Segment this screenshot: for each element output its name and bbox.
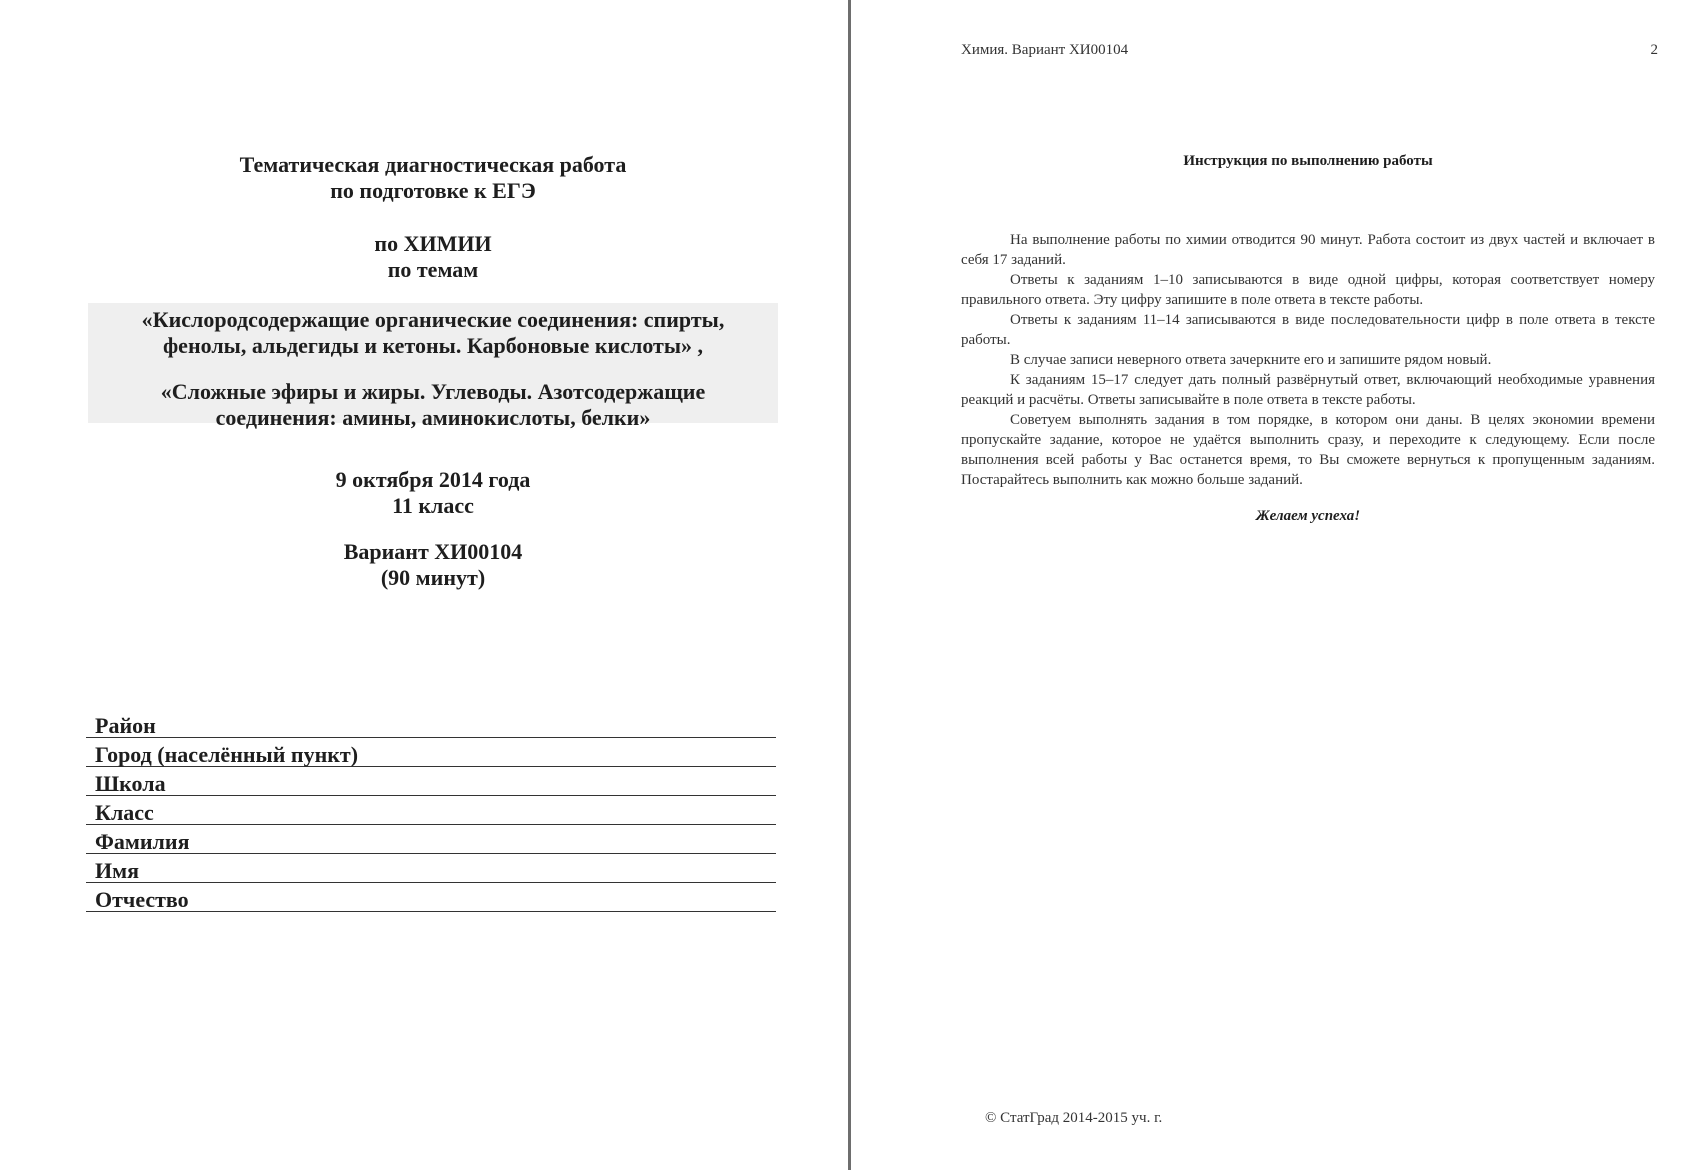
exam-date: 9 октября 2014 года [335,467,531,492]
student-info-form [86,710,776,912]
instruction-paragraph: Ответы к заданиям 1–10 записываются в виде одной цифры, которая соответствует номеру правильного ответа. Эту цифру запишите в поле ответа в тексте работы. [961,272,1655,308]
topic-2-line1: «Сложные эфиры и жиры. Углеводы. Азотсодержащие [160,379,706,404]
duration: (90 минут) [380,565,486,590]
topic-1 [88,303,778,359]
good-luck-wish: Желаем успеха! [1255,508,1361,524]
work-title-line1: Тематическая диагностическая работа [239,152,627,177]
form-field-surname[interactable]: Фамилия [86,826,776,854]
subject-block [88,231,778,283]
instruction-paragraph: В случае записи неверного ответа зачеркните его и запишите рядом новый. [1010,352,1492,368]
page-number: 2 [1650,42,1658,58]
instruction-paragraph: К заданиям 15–17 следует дать полный развёрнутый ответ, включающий необходимые уравнения реакций и расчёты. Ответы записывайте в поле ответа в тексте работы. [961,372,1655,408]
form-field-name[interactable]: Имя [86,855,776,883]
date-block [88,467,778,519]
work-title-line2: по подготовке к ЕГЭ [330,178,536,203]
instructions-body [961,230,1655,490]
form-field-school[interactable]: Школа [86,768,776,796]
subject-line2: по темам [387,257,479,282]
topic-1-line2: фенолы, альдегиды и кетоны. Карбоновые кислоты» , [162,333,704,358]
grade: 11 класс [392,493,474,518]
subject-line1: по ХИМИИ [374,231,492,256]
form-field-city[interactable]: Город (населённый пункт) [86,739,776,767]
title-page [0,0,848,1170]
form-field-class[interactable]: Класс [86,797,776,825]
instruction-paragraph: Советуем выполнять задания в том порядке, в котором они даны. В целях экономии времени пропускайте задание, которое не удаётся выполнить сразу, и переходите к следующему. Если после выполнения всей работы у Вас останется время, то Вы сможете вернуться к пропущенным заданиям. Постарайтесь выполнить как можно больше заданий. [961,412,1655,488]
variant-block [88,539,778,591]
instructions-heading: Инструкция по выполнению работы [1183,153,1433,169]
topic-2 [88,359,778,431]
running-header: Химия. Вариант ХИ00104 [961,42,1129,58]
copyright: © СтатГрад 2014-2015 уч. г. [985,1110,1163,1126]
topic-2-line2: соединения: амины, аминокислоты, белки» [215,405,651,430]
instruction-paragraph: Ответы к заданиям 11–14 записываются в виде последовательности цифр в поле ответа в тексте работы. [961,312,1655,348]
form-field-district[interactable]: Район [86,710,776,738]
form-field-patronymic[interactable]: Отчество [86,884,776,912]
instruction-paragraph: На выполнение работы по химии отводится 90 минут. Работа состоит из двух частей и включает в себя 17 заданий. [961,232,1655,268]
instructions-page [851,0,1700,1170]
topic-1-line1: «Кислородсодержащие органические соединения: спирты, [141,307,725,332]
work-title [88,152,778,204]
variant: Вариант ХИ00104 [343,539,523,564]
topics-box [88,303,778,430]
